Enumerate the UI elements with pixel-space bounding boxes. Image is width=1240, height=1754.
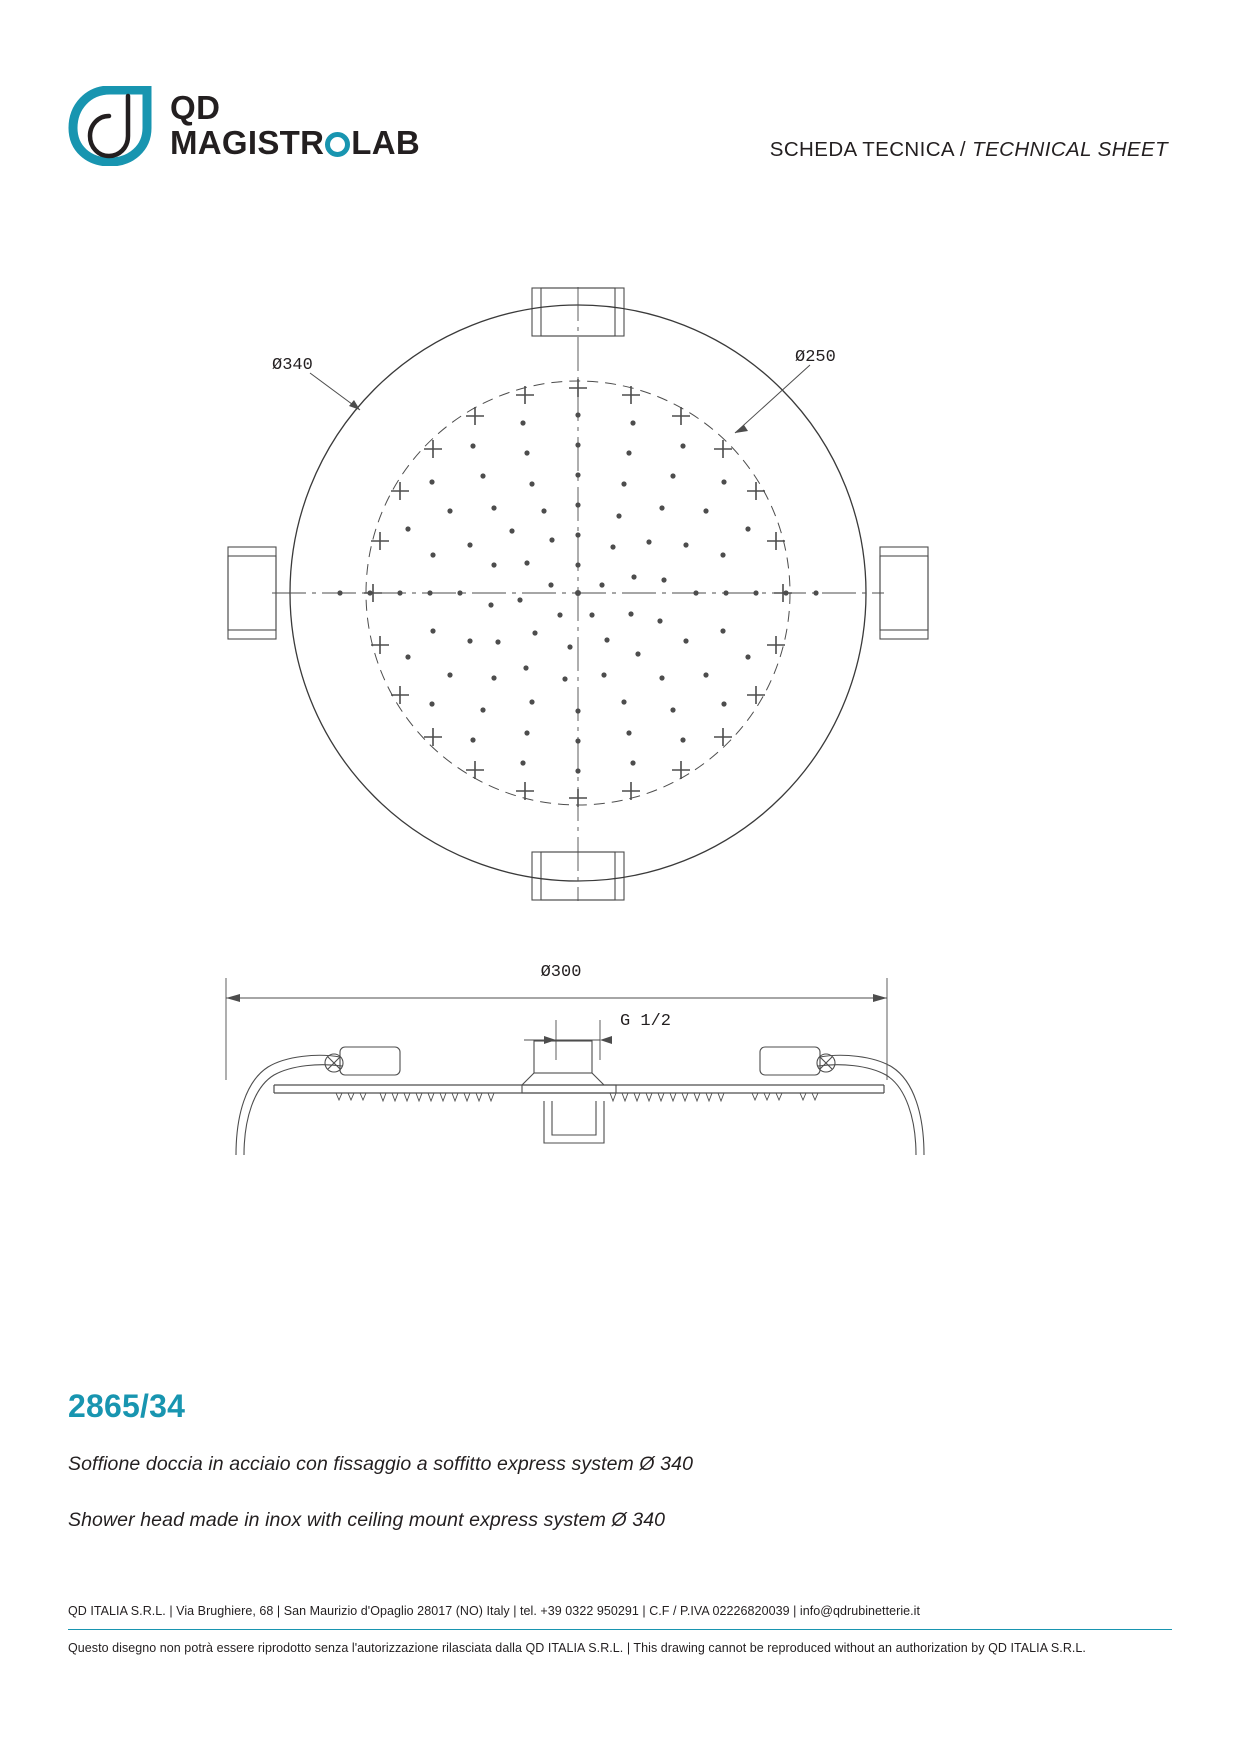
dim-label-width: Ø300 xyxy=(540,963,582,982)
technical-drawing xyxy=(0,235,1240,1195)
side-view xyxy=(226,978,924,1155)
brand-magistrolab xyxy=(170,126,420,161)
brand-o-ring-icon xyxy=(325,132,350,157)
nozzle-profile-row xyxy=(336,1093,818,1101)
dim-label-outer: Ø340 xyxy=(272,356,313,375)
product-description-it: Soffione doccia in acciaio con fissaggio a soffitto express system Ø 340 xyxy=(68,1453,694,1475)
leader-inner-diameter xyxy=(735,365,810,433)
spring-clips xyxy=(236,1047,924,1155)
page-header xyxy=(0,0,1240,200)
footer-legal-note: Questo disegno non potrà essere riprodotto senza l'autorizzazione rilasciata dalla QD ITALIA S.R.L. | This drawing cannot be reproduced without an authorization by QD ITALIA S.R.L. xyxy=(68,1641,1086,1655)
brand-logo xyxy=(68,86,420,166)
sheet-title xyxy=(770,138,1168,162)
brand-magistro-text: MAGISTR xyxy=(170,124,325,161)
footer-company-info: QD ITALIA S.R.L. | Via Brughiere, 68 | San Maurizio d'Opaglio 28017 (NO) Italy | tel. +39 0322 950291 | C.F / P.IVA 02226820039 | info@qdrubinetterie.it xyxy=(68,1604,921,1618)
dim-label-thread: G 1/2 xyxy=(620,1012,672,1031)
leader-outer-diameter xyxy=(310,373,360,410)
top-view xyxy=(228,287,928,901)
qd-logo-icon xyxy=(68,86,152,166)
product-info xyxy=(68,1388,1168,1565)
product-code: 2865/34 xyxy=(68,1388,186,1424)
inlet-housing xyxy=(522,1041,616,1143)
sheet-title-en: TECHNICAL SHEET xyxy=(972,138,1168,161)
brand-lab-text: LAB xyxy=(351,124,420,161)
sheet-title-it: SCHEDA TECNICA / xyxy=(769,138,973,161)
drawing-svg xyxy=(0,235,1240,1195)
brand-qd: QD xyxy=(170,89,221,127)
dim-label-inner: Ø250 xyxy=(795,348,836,367)
brand-wordmark xyxy=(170,91,420,160)
product-description-en: Shower head made in inox with ceiling mount express system Ø 340 xyxy=(68,1509,666,1531)
page-footer xyxy=(68,1604,1172,1655)
